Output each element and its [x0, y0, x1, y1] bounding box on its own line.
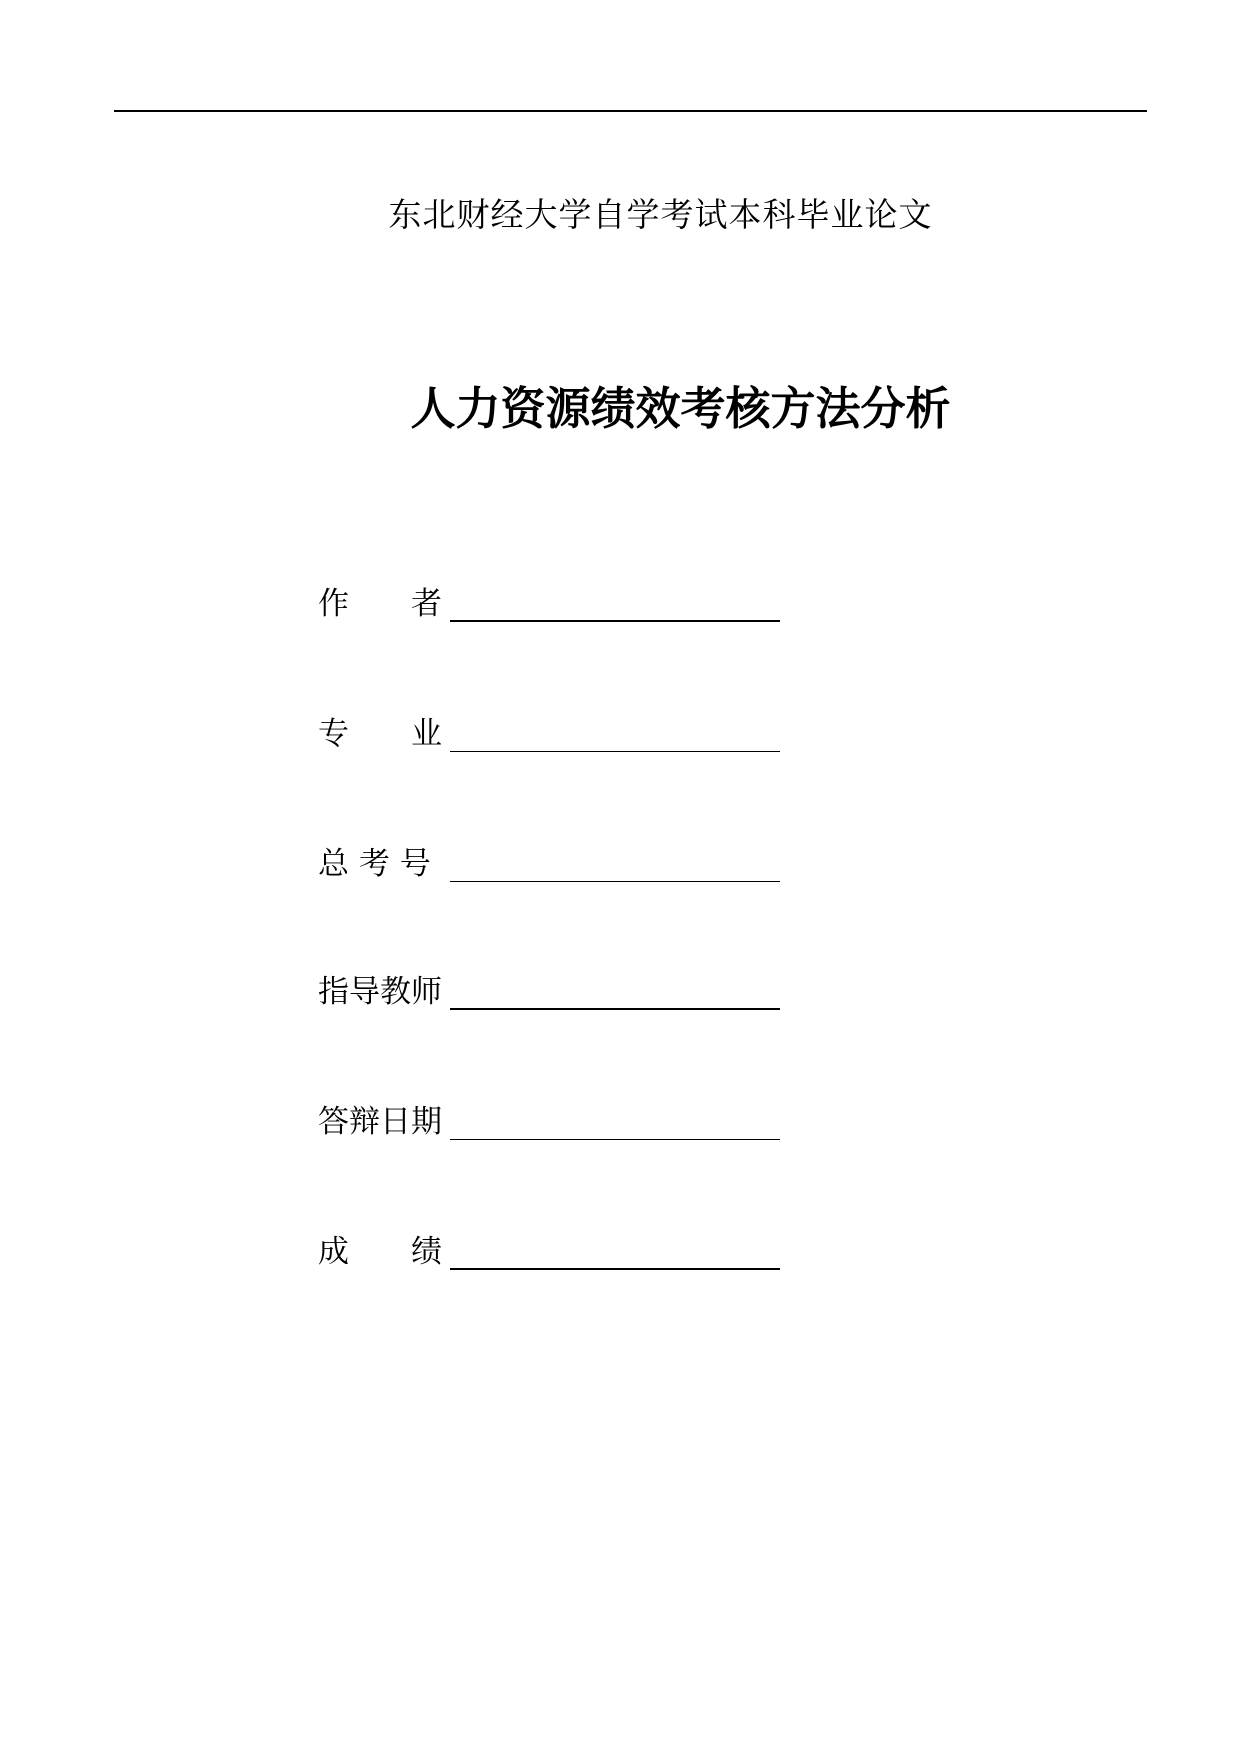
- grade-blank-line: [450, 1268, 780, 1270]
- advisor-blank-line: [450, 1008, 780, 1010]
- defense-date-label: 答辩日期: [318, 1104, 442, 1140]
- exam-number-field: [318, 838, 788, 884]
- header-rule: [114, 110, 1147, 112]
- major-blank-line: [450, 751, 780, 752]
- author-label: 作 者: [318, 586, 442, 622]
- advisor-field: [318, 966, 788, 1012]
- university-heading: 东北财经大学自学考试本科毕业论文: [388, 195, 933, 234]
- defense-date-field: [318, 1096, 788, 1142]
- exam-number-blank-line: [450, 881, 780, 882]
- major-field: [318, 708, 788, 754]
- grade-label: 成 绩: [318, 1234, 442, 1270]
- thesis-title: 人力资源绩效考核方法分析: [410, 382, 951, 435]
- author-blank-line: [450, 620, 780, 622]
- defense-date-blank-line: [450, 1139, 780, 1140]
- advisor-label: 指导教师: [318, 974, 442, 1010]
- exam-number-label: 总 考 号: [318, 846, 431, 882]
- major-label: 专 业: [318, 716, 442, 752]
- author-field: [318, 578, 788, 624]
- grade-field: [318, 1226, 788, 1272]
